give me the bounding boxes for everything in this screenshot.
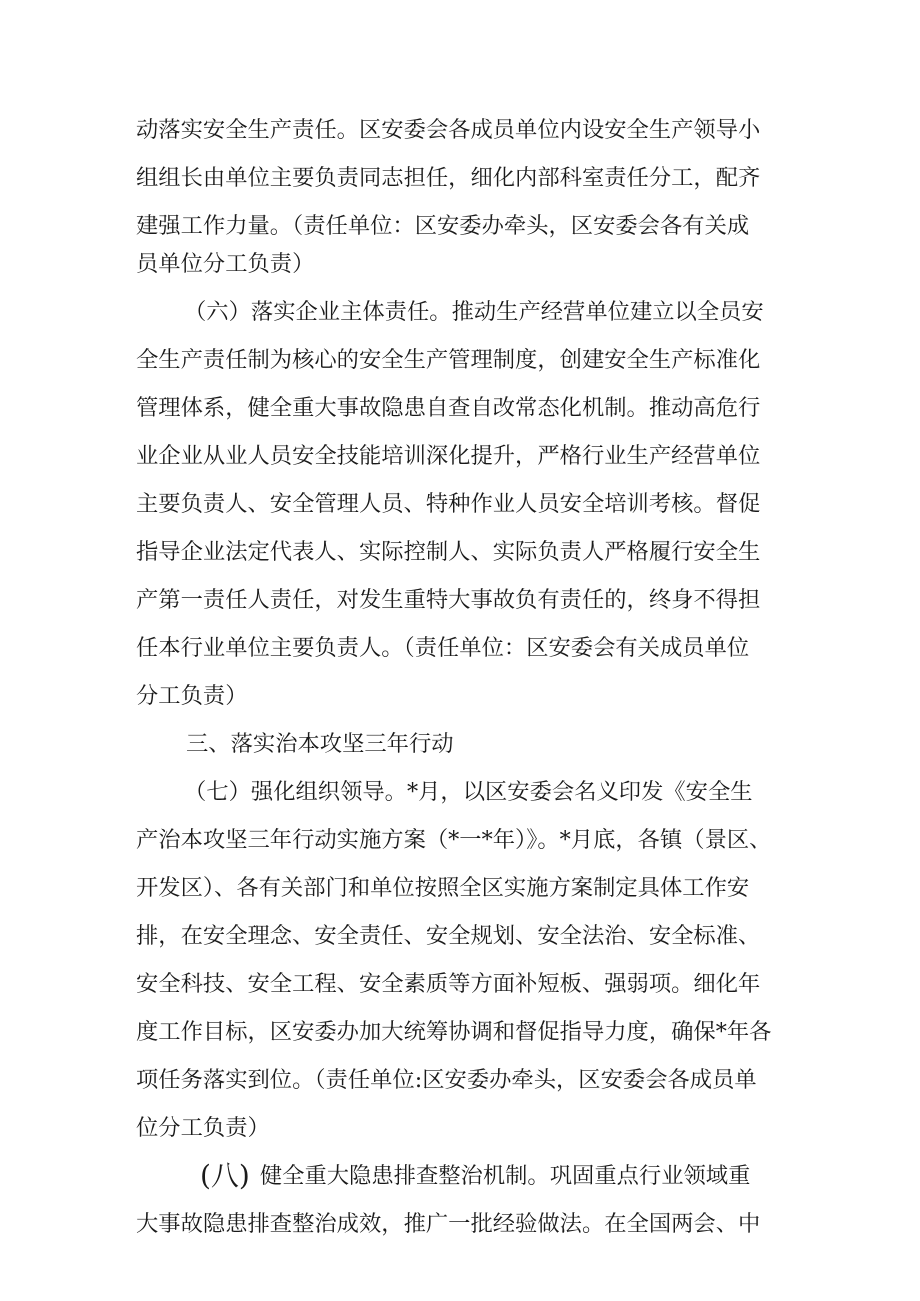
text-line: 产治本攻坚三年行动实施方案（*一*年）》。*月底，各镇（景区、 [136, 827, 772, 853]
text-line: 项任务落实到位。（责任单位:区安委办牵头，区安委会各成员单 [136, 1067, 757, 1093]
text-line: 大事故隐患排查整治成效，推广一批经验做法。在全国两会、中 [136, 1211, 761, 1237]
section-heading-3: 三、落实治本攻坚三年行动 [186, 731, 454, 757]
text-line: 安全科技、安全工程、安全素质等方面补短板、强弱项。细化年 [136, 971, 761, 997]
section-mark-8: (八) [200, 1159, 250, 1192]
text-line: 开发区）、各有关部门和单位按照全区实施方案制定具体工作安 [136, 875, 750, 901]
text-line: 员单位分工负责） [136, 251, 315, 277]
text-line: 指导企业法定代表人、实际控制人、实际负责人严格履行安全生 [136, 539, 761, 565]
paragraph-6-title: （六）落实企业主体责任。推动生产经营单位建立以全员安 [184, 299, 764, 325]
paragraph-8-text: 健全重大隐患排查整治机制。巩固重点行业领域重 [259, 1163, 751, 1189]
text-line: 任本行业单位主要负责人。（责任单位：区安委会有关成员单位 [136, 635, 750, 661]
text-line: 排，在安全理念、安全责任、安全规划、安全法治、安全标准、 [136, 923, 761, 949]
text-line: 组组长由单位主要负责同志担任，细化内部科室责任分工，配齐 [136, 165, 761, 191]
paragraph-7-title: （七）强化组织领导。*月，以区安委会名义印发《安全生 [184, 779, 753, 805]
text-line: 管理体系，健全重大事故隐患自查自改常态化机制。推动高危行 [136, 395, 761, 421]
text-line: 产第一责任人责任，对发生重特大事故负有责任的，终身不得担 [136, 587, 761, 613]
text-line: 全生产责任制为核心的安全生产管理制度，创建安全生产标准化 [136, 347, 761, 373]
text-line: 分工负责） [136, 683, 248, 709]
text-line: 建强工作力量。（责任单位：区安委办牵头，区安委会各有关成 [136, 213, 750, 239]
paragraph-8-title [200, 1156, 796, 1196]
text-line: 业企业从业人员安全技能培训深化提升，严格行业生产经营单位 [136, 443, 761, 469]
text-line: 主要负责人、安全管理人员、特种作业人员安全培训考核。督促 [136, 491, 761, 517]
text-line: 度工作目标，区安委办加大统筹协调和督促指导力度，确保*年各 [136, 1019, 772, 1045]
text-line: 位分工负责） [136, 1115, 270, 1141]
text-line: 动落实安全生产责任。区安委会各成员单位内设安全生产领导小 [136, 117, 761, 143]
